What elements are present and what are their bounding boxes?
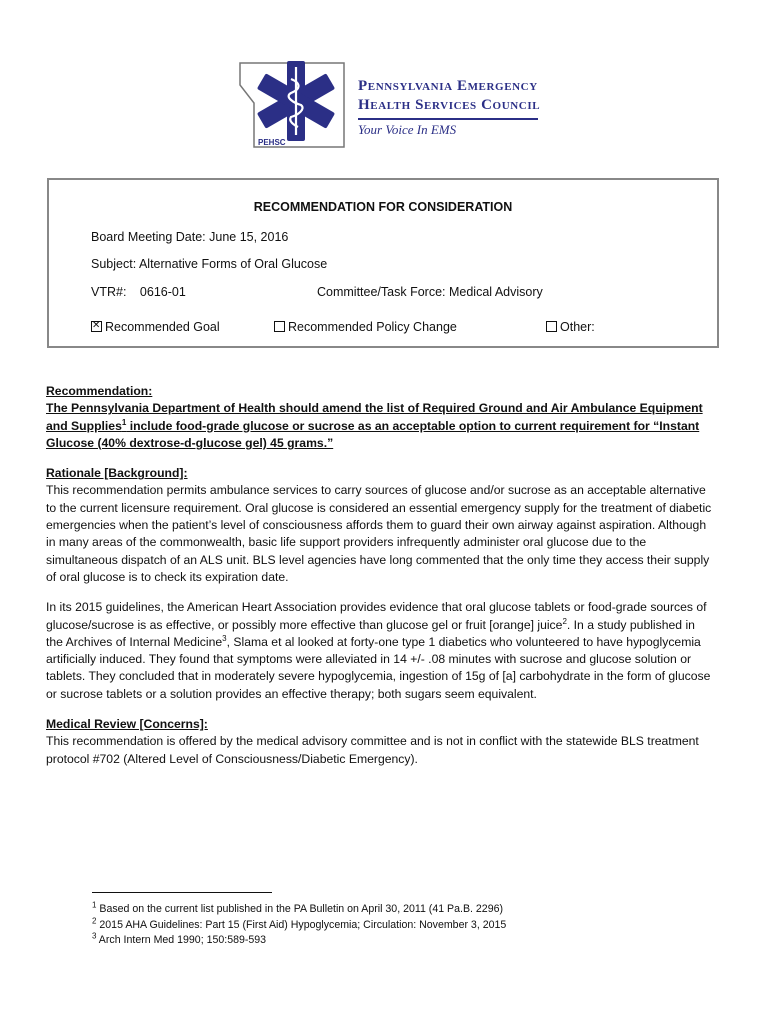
footnote-item: $^1$ Based on the current list published in the PA Bulletin on April 30, 2011 (41 Pa.B. 2296) (92, 900, 504, 915)
org-name-line2: Health Services Council (358, 97, 541, 113)
option-label: Recommended Policy Change (288, 320, 457, 334)
logo-text: PEHSC (258, 138, 286, 147)
vtr-field (91, 285, 186, 299)
option-label: Other: (560, 320, 595, 334)
option-other[interactable] (546, 320, 595, 334)
footnote-ref: 3 (222, 633, 227, 643)
rationale-paragraph-1: This recommendation permits ambulance services to carry sources of glucose and/or sucrose as an acceptable alternative to the current licensure requirement. Oral glucose is considered an essential emergency supply for the treatment of diabetic emergencies when the patient’s level of consciousness affords them to guard their own airway against aspiration. Although in many areas of the commonwealth, basic life support providers infrequently administer oral glucose due to the simultaneous dispatch of an ALS unit. BLS level agencies have long commented that the only time they access their supply of oral glucose is to check its expiration date. (46, 483, 712, 584)
vtr-label: VTR#: (91, 285, 127, 299)
option-recommended-goal[interactable] (91, 320, 220, 334)
letterhead (232, 55, 552, 155)
checkbox-unchecked-icon[interactable] (546, 321, 557, 332)
org-name-line1: Pennsylvania Emergency (358, 78, 538, 94)
footnotes (92, 902, 506, 949)
option-policy-change[interactable] (274, 320, 457, 334)
footnote-item: $^2$ 2015 AHA Guidelines: Part 15 (First Aid) Hypoglycemia; Circulation: November 3, 2015 (92, 915, 507, 931)
footnote-ref: 1 (121, 417, 127, 427)
checkbox-checked-icon[interactable] (91, 321, 102, 332)
subject-line: Subject: Alternative Forms of Oral Glucose (91, 257, 328, 271)
option-label: Recommended Goal (105, 320, 220, 334)
org-tagline: Your Voice In EMS (358, 122, 457, 137)
checkbox-unchecked-icon[interactable] (274, 321, 285, 332)
committee-field: Committee/Task Force: Medical Advisory (317, 285, 543, 299)
org-name (358, 77, 540, 138)
footnote-ref: 2 (562, 616, 567, 626)
medical-review-heading: Medical Review [Concerns]: (46, 717, 208, 732)
recommendation-text: The Pennsylvania Department of Health should amend the list of Required Ground and Air Ambulance Equipment and Supplies$^1$ include food-grade glucose or sucrose as an acceptable option to current requirement for “Instant Glucose (40% dextrose-d-glucose gel) 45 grams.” (46, 401, 703, 450)
footnote-item: $^3$ Arch Intern Med 1990; 150:589-593 (92, 931, 267, 946)
meeting-date: Board Meeting Date: June 15, 2016 (91, 230, 289, 244)
recommendation-form-box (47, 178, 719, 348)
footnote-divider (92, 892, 272, 893)
star-of-life-logo (232, 55, 352, 155)
form-title: RECOMMENDATION FOR CONSIDERATION (253, 200, 513, 214)
org-divider (358, 118, 538, 120)
medical-review-text: This recommendation is offered by the medical advisory committee and is not in conflict with the statewide BLS treatment protocol #702 (Altered Level of Consciousness/Diabetic Emergency). (46, 734, 699, 766)
vtr-value: 0616-01 (139, 285, 186, 299)
recommendation-heading: Recommendation: (46, 384, 153, 398)
rationale-paragraph-2: In its 2015 guidelines, the American Heart Association provides evidence that oral glucose tablets or food-grade sources of glucose/sucrose is as effective, or possibly more effective than glucose gel or fruit [orange] juice$^2$. In a study published in the Archives of Internal Medicine$^3$, Slama et al looked at forty-one type 1 diabetics who volunteered to have hypoglycemia artificially induced. They found that symptoms were alleviated in 14 +/- .08 minutes with sucrose and glucose solution or tablets. They concluded that in moderately severe hypoglycemia, ingestion of 15g of [a] carbohydrate in the form of glucose or sucrose tablets or a solution provides an effective therapy; both sugars seem equivalent. (46, 600, 711, 701)
document-body (46, 383, 712, 781)
rationale-heading: Rationale [Background]: (46, 466, 188, 481)
